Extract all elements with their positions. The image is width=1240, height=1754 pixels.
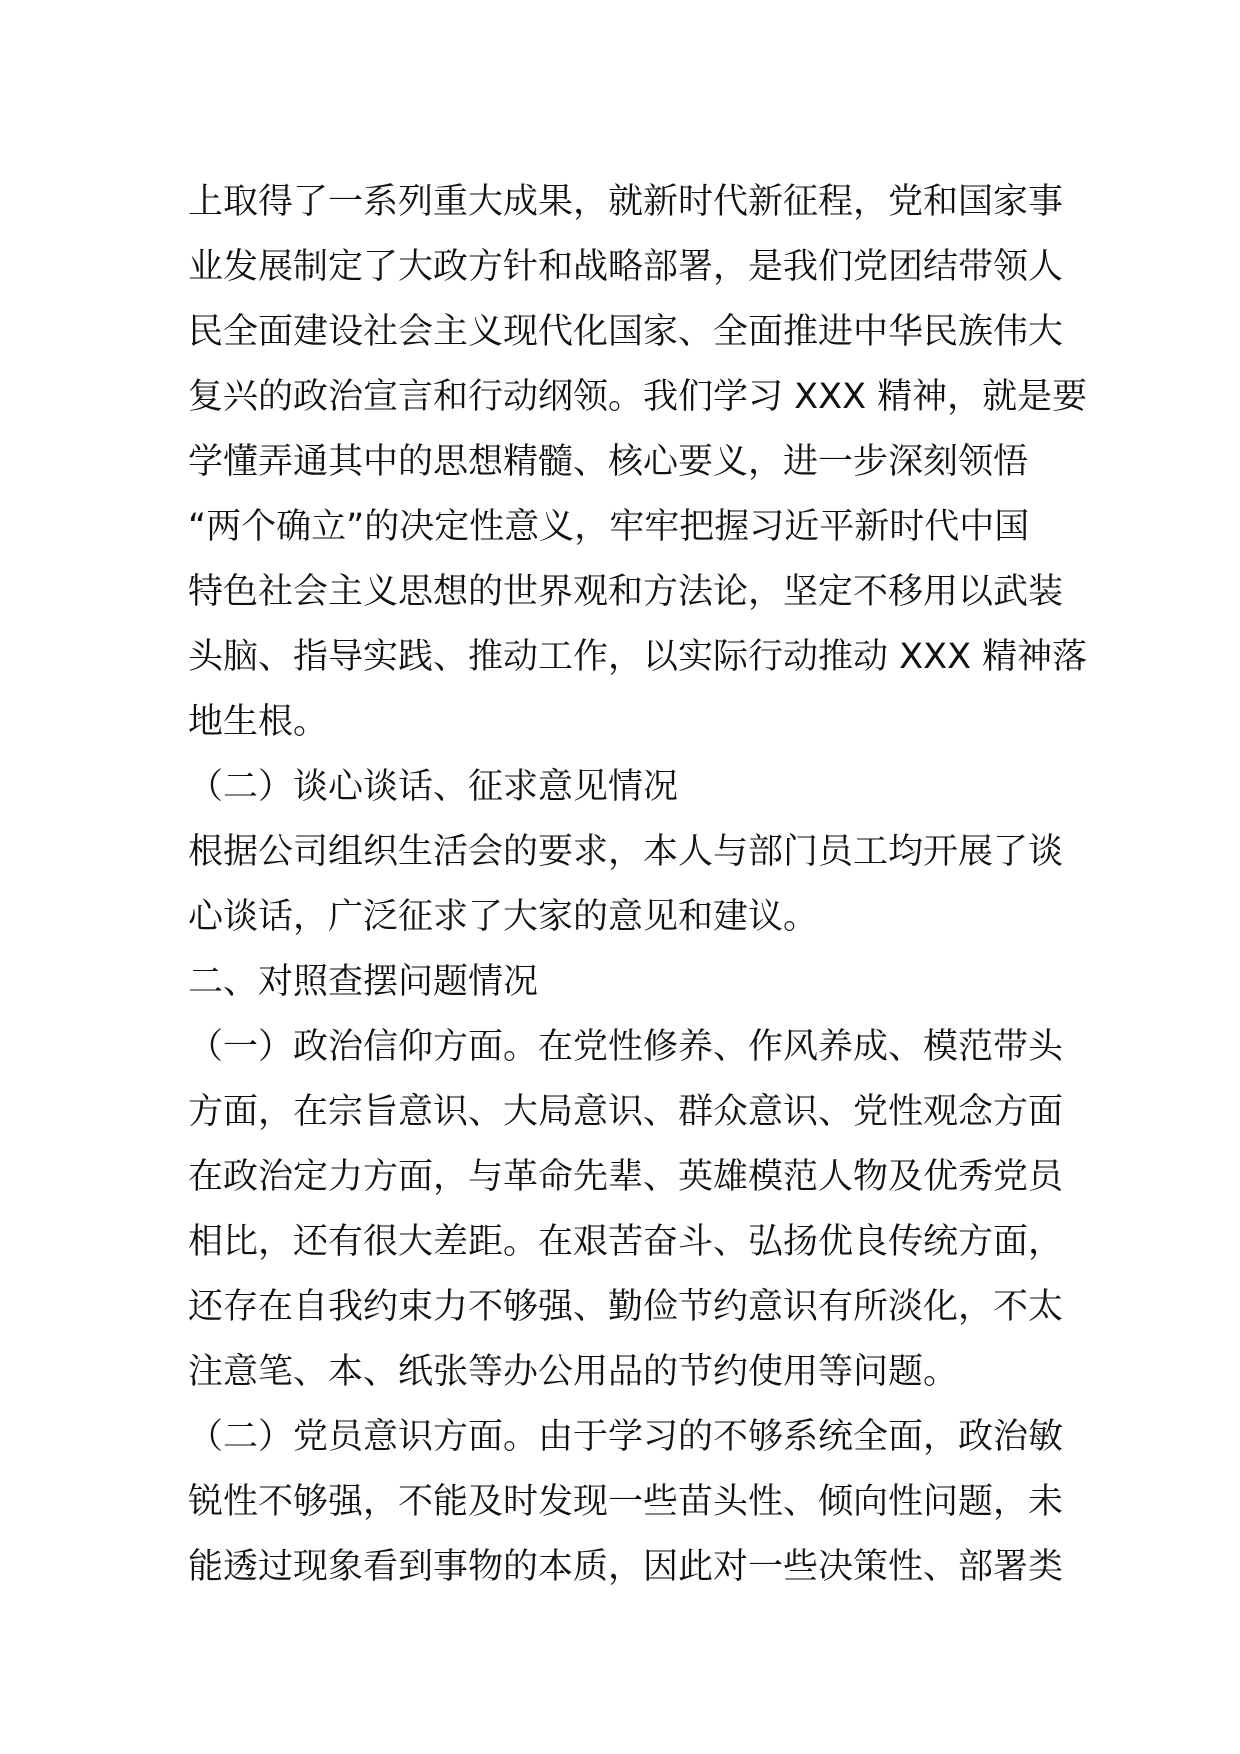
text-line-5: 学懂弄通其中的思想精髓、核心要义，进一步深刻领悟 [188, 442, 1029, 482]
text-line-19: 注意笔、本、纸张等办公用品的节约使用等问题。 [188, 1352, 959, 1392]
text-line-9: 地生根。 [188, 702, 329, 742]
text-line-22: 能透过现象看到事物的本质，因此对一些决策性、部署类 [188, 1547, 1064, 1587]
text-line-16: 在政治定力方面，与革命先辈、英雄模范人物及优秀党员 [188, 1157, 1064, 1197]
section-heading-talks: （二）谈心谈话、征求意见情况 [188, 767, 679, 807]
text-line-3: 民全面建设社会主义现代化国家、全面推进中华民族伟大 [188, 312, 1064, 352]
text-line-6: “两个确立”的决定性意义，牢牢把握习近平新时代中国 [188, 507, 1030, 547]
text-line-21: 锐性不够强，不能及时发现一些苗头性、倾向性问题，未 [188, 1482, 1064, 1522]
document-body [188, 170, 1088, 1600]
section-heading-problems: 二、对照查摆问题情况 [188, 962, 539, 1002]
text-line-1: 上取得了一系列重大成果，就新时代新征程，党和国家事 [188, 182, 1064, 222]
text-line-17: 相比，还有很大差距。在艰苦奋斗、弘扬优良传统方面， [188, 1222, 1064, 1262]
text-line-8: 头脑、指导实践、推动工作，以实际行动推动 XXX 精神落 [188, 637, 1088, 677]
text-line-15: 方面，在宗旨意识、大局意识、群众意识、党性观念方面 [188, 1092, 1064, 1132]
text-line-4: 复兴的政治宣言和行动纲领。我们学习 XXX 精神，就是要 [188, 377, 1088, 417]
text-line-20: （二）党员意识方面。由于学习的不够系统全面，政治敏 [188, 1417, 1064, 1457]
text-line-14: （一）政治信仰方面。在党性修养、作风养成、模范带头 [188, 1027, 1064, 1067]
text-line-11: 根据公司组织生活会的要求，本人与部门员工均开展了谈 [188, 832, 1064, 872]
text-line-12: 心谈话，广泛征求了大家的意见和建议。 [188, 897, 819, 937]
text-line-7: 特色社会主义思想的世界观和方法论，坚定不移用以武装 [188, 572, 1064, 612]
text-line-2: 业发展制定了大政方针和战略部署，是我们党团结带领人 [188, 247, 1064, 287]
text-line-18: 还存在自我约束力不够强、勤俭节约意识有所淡化，不太 [188, 1287, 1064, 1327]
